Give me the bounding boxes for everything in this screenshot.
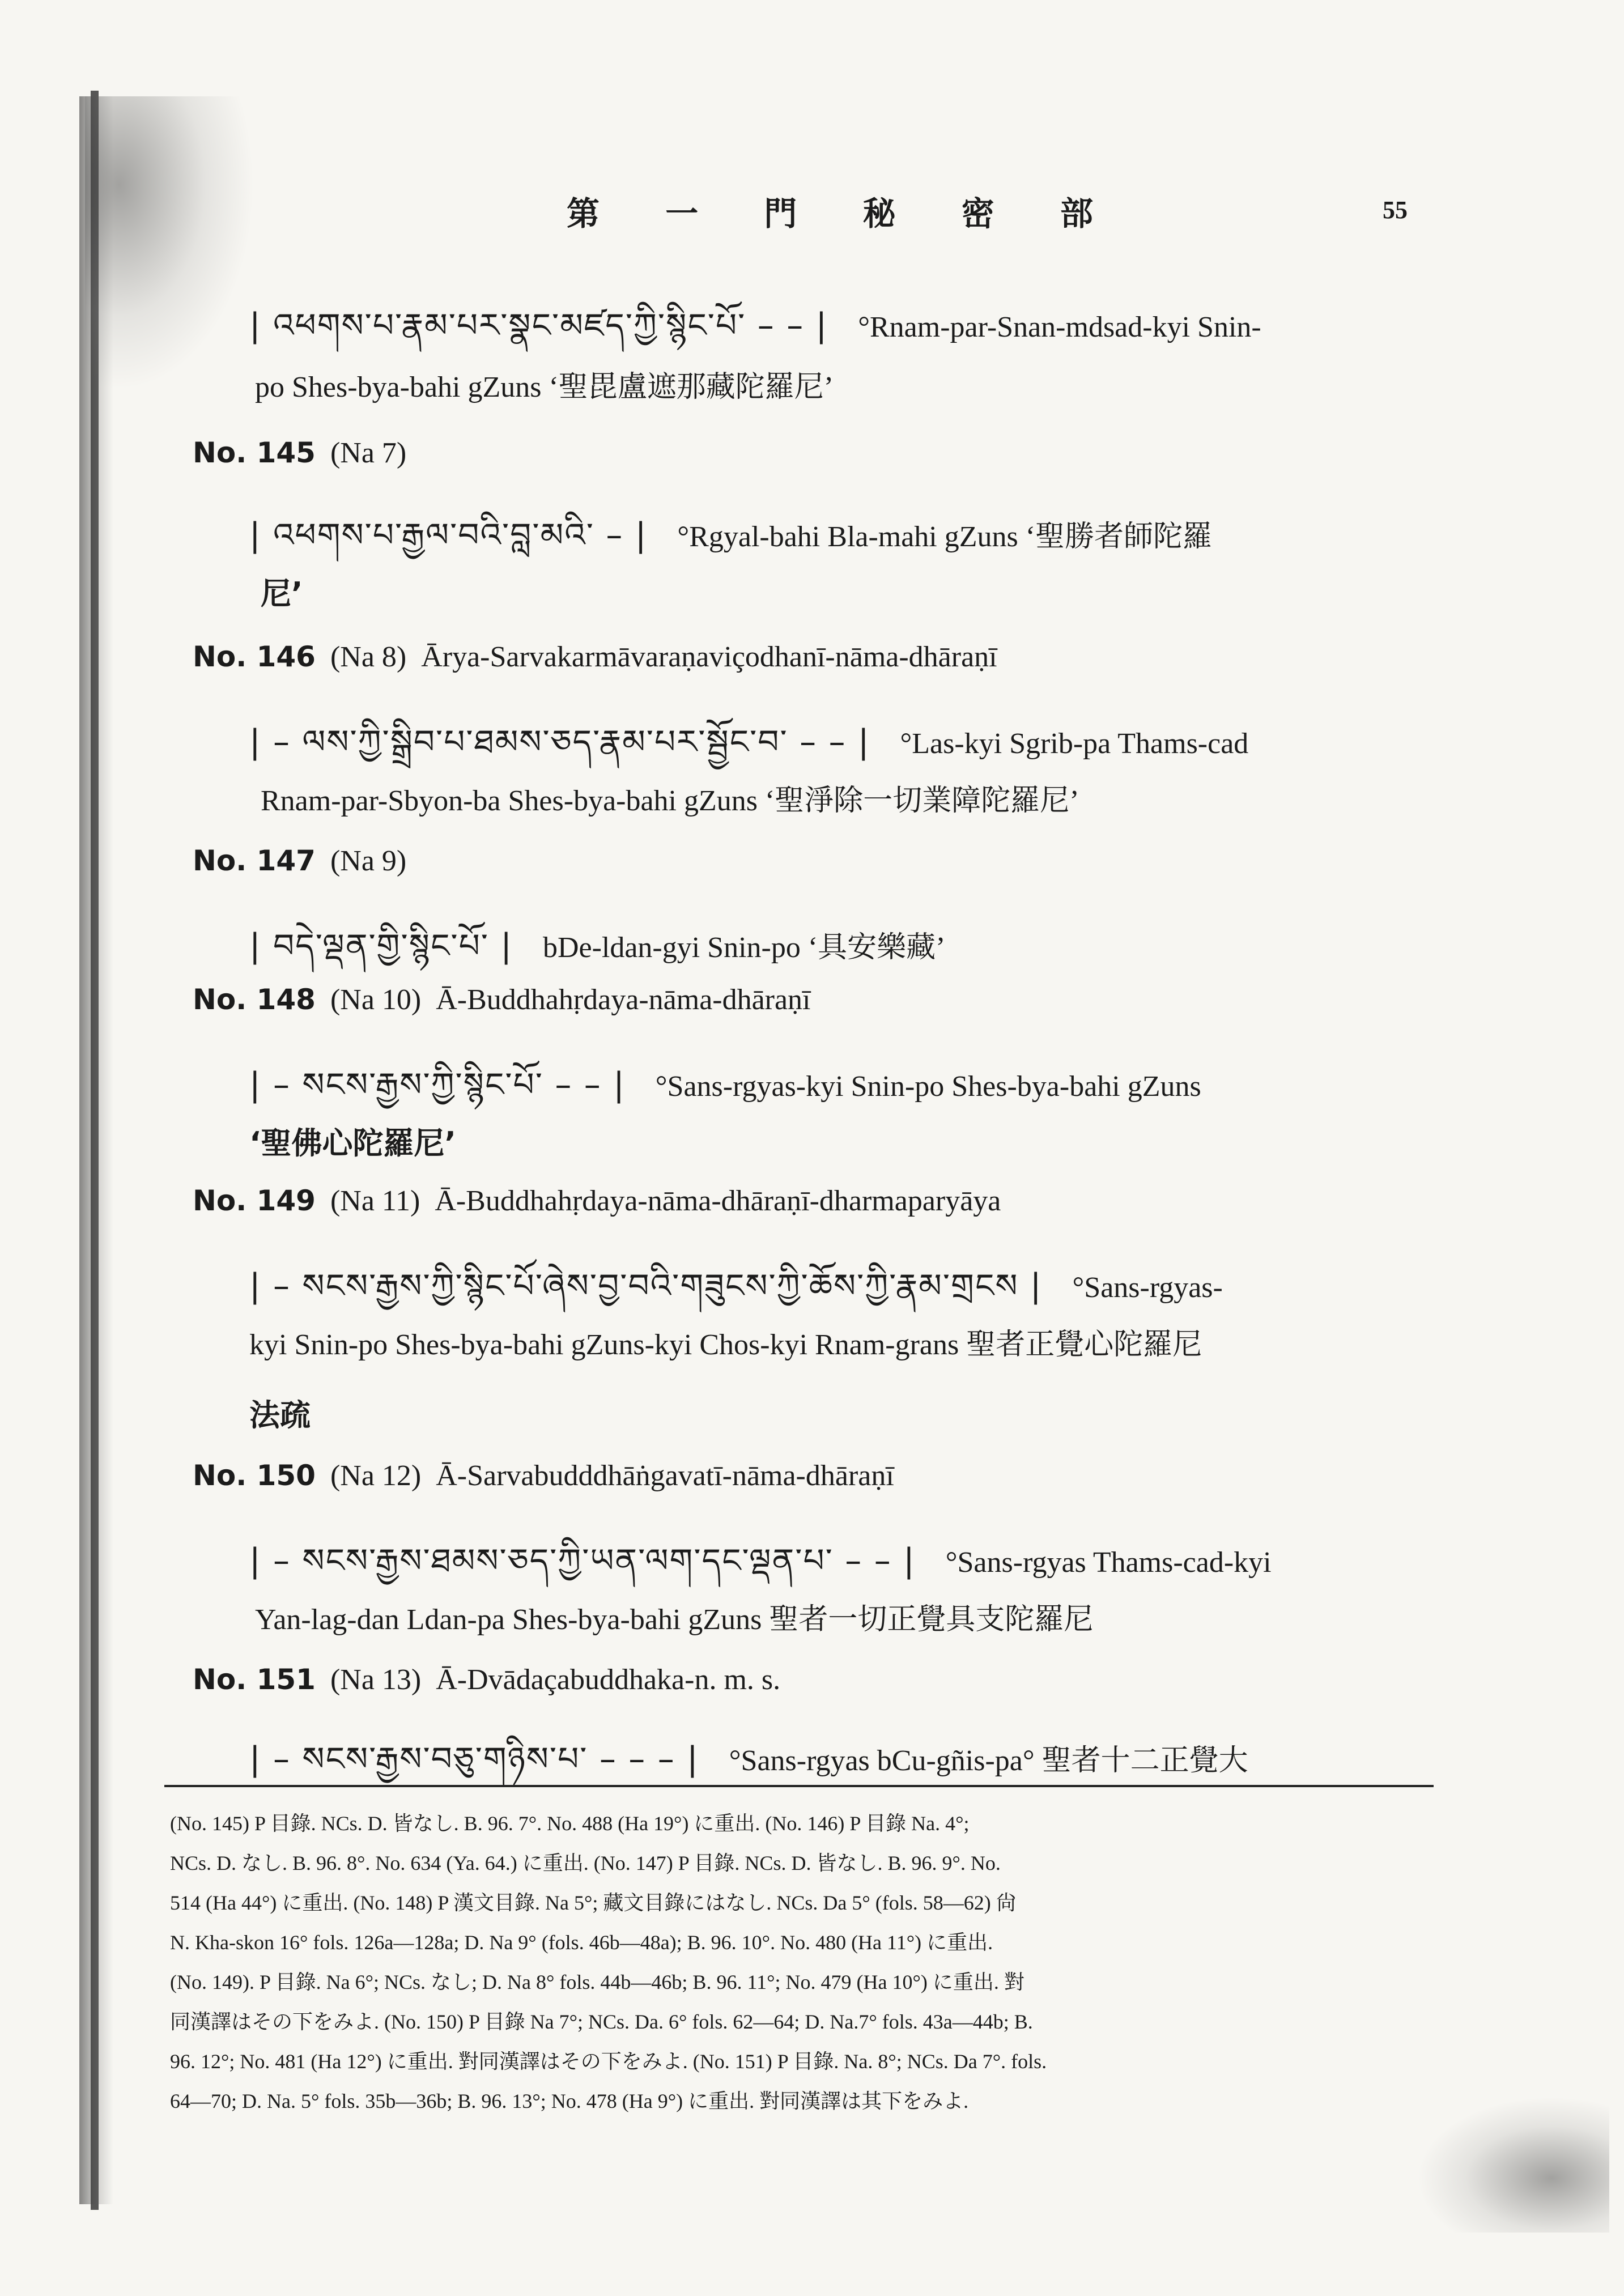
entry-number: No. 146 bbox=[193, 640, 316, 673]
footnote-line: NCs. D. なし. B. 96. 8°. No. 634 (Ya. 64.) に重出. (No. 147) P 目錄. NCs. D. 皆なし. B. 96. 9°. No. bbox=[170, 1852, 1001, 1874]
transliteration: °Rnam-par-Snan-mdsad-kyi Snin- bbox=[858, 311, 1261, 343]
entry-number: No. 148 bbox=[193, 983, 316, 1016]
tibetan-title: | – སངས་རྒྱས་ཀྱི་སྙིང་པོ་ – – | bbox=[249, 1065, 626, 1104]
sanskrit-title: Ārya-Sarvakarmāvaraṇaviçodhanī-nāma-dhāraṇī bbox=[421, 641, 997, 673]
entry-heading bbox=[193, 436, 421, 470]
sanskrit-title: Ā-Dvādaçabuddhaka-n. m. s. bbox=[436, 1664, 781, 1696]
transliteration: °Las-kyi Sgrib-pa Thams-cad bbox=[900, 728, 1249, 760]
footnote-line: 同漢譯はその下をみよ. (No. 150) P 目錄 Na 7°; NCs. Da. 6° fols. 62—64; D. Na.7° fols. 43a—44b; B. bbox=[170, 2010, 1033, 2033]
tibetan-title: | བདེ་ལྡན་གྱི་སྙིང་པོ་ | bbox=[249, 926, 513, 965]
footnote-line: 64—70; D. Na. 5° fols. 35b—36b; B. 96. 13°; No. 478 (Ha 9°) に重出. 對同漢譯は其下をみよ. bbox=[170, 2090, 969, 2112]
transliteration: po Shes-bya-bahi gZuns ‘聖毘盧遮那藏陀羅尼’ bbox=[255, 371, 834, 403]
entry-ref: (Na 8) bbox=[330, 641, 407, 673]
tibetan-title: | – སངས་རྒྱས་ཐམས་ཅད་ཀྱི་ཡན་ལག་དང་ལྡན་པ་ – – | bbox=[249, 1541, 916, 1580]
page-title: 第 一 門 秘 密 部 bbox=[567, 194, 1120, 233]
entry-ref: (Na 11) bbox=[330, 1185, 420, 1217]
entry-number: No. 149 bbox=[193, 1184, 316, 1217]
entry-number: No. 150 bbox=[193, 1459, 316, 1492]
entry-line bbox=[255, 363, 834, 405]
sanskrit-title: Ā-Sarvabudddhāṅgavatī-nāma-dhāraṇī bbox=[436, 1460, 894, 1492]
entry-number: No. 145 bbox=[193, 436, 316, 469]
chinese-title: 法疏 bbox=[249, 1397, 311, 1433]
footnote-line: N. Kha-skon 16° fols. 126a—128a; D. Na 9° (fols. 46b—48a); B. 96. 10°. No. 480 (Ha 11°) に重出. bbox=[170, 1931, 993, 1954]
entry-heading bbox=[193, 1459, 894, 1493]
entry-line bbox=[249, 1119, 456, 1163]
transliteration: °Sans-rgyas Thams-cad-kyi bbox=[945, 1546, 1272, 1579]
entry-line bbox=[261, 776, 1079, 819]
entry-ref: (Na 12) bbox=[330, 1460, 422, 1492]
tibetan-title: | – ལས་ཀྱི་སྒྲིབ་པ་ཐམས་ཅད་རྣམ་པར་སྦྱོང་བ་ – – | bbox=[249, 722, 870, 761]
footnote-divider bbox=[164, 1785, 1434, 1787]
binding-shadow bbox=[79, 96, 113, 2204]
footnote-line: 514 (Ha 44°) に重出. (No. 148) P 漢文目錄. Na 5°; 藏文目錄にはなし. NCs. Da 5° (fols. 58—62) 尙 bbox=[170, 1891, 1017, 1914]
entry-heading bbox=[193, 983, 811, 1017]
entry-ref: (Na 10) bbox=[330, 984, 422, 1016]
sanskrit-title: Ā-Buddhahṛdaya-nāma-dhāraṇī bbox=[436, 984, 811, 1016]
entry-number: No. 151 bbox=[193, 1663, 316, 1696]
transliteration: Rnam-par-Sbyon-ba Shes-bya-bahi gZuns ‘聖淨除一切業障陀羅尼’ bbox=[261, 785, 1079, 817]
tibetan-title: | འཕགས་པ་རྣམ་པར་སྣང་མཛད་ཀྱི་སྙིང་པོ་ – – | bbox=[249, 306, 828, 345]
page-number: 55 bbox=[1383, 196, 1408, 224]
transliteration: Yan-lag-dan Ldan-pa Shes-bya-bahi gZuns 聖者一切正覺具支陀羅尼 bbox=[255, 1604, 1094, 1636]
entry-line bbox=[261, 569, 303, 613]
transliteration: kyi Snin-po Shes-bya-bahi gZuns-kyi Chos-kyi Rnam-grans 聖者正覺心陀羅尼 bbox=[249, 1329, 1202, 1361]
entry-ref: (Na 13) bbox=[330, 1664, 422, 1696]
footnote-line: (No. 149). P 目錄. Na 6°; NCs. なし; D. Na 8° fols. 44b—46b; B. 96. 11°; No. 479 (Ha 10°) に重出. 對 bbox=[170, 1971, 1024, 1993]
entry-number: No. 147 bbox=[193, 844, 316, 877]
entry-line bbox=[249, 1320, 1202, 1363]
entry-ref: (Na 9) bbox=[330, 845, 407, 877]
entry-line bbox=[249, 499, 1212, 591]
transliteration: bDe-ldan-gyi Snin-po ‘具安樂藏’ bbox=[542, 932, 946, 964]
entry-heading bbox=[193, 640, 997, 674]
entry-ref: (Na 7) bbox=[330, 437, 407, 469]
tibetan-title: | འཕགས་པ་རྒྱལ་བའི་བླ་མའི་ – | bbox=[249, 516, 647, 554]
tibetan-title: | – སངས་རྒྱས་བཅུ་གཉིས་པ་ – – – | bbox=[249, 1740, 699, 1778]
tibetan-title: | – སངས་རྒྱས་ཀྱི་སྙིང་པོ་ཞེས་བྱ་བའི་གཟུངས་ཀྱི་ཆོས་ཀྱི་རྣམ་གྲངས | bbox=[249, 1266, 1042, 1305]
chinese-title: ‘聖佛心陀羅尼’ bbox=[249, 1125, 457, 1161]
sanskrit-title: Ā-Buddhahṛdaya-nāma-dhāraṇī-dharmaparyāya bbox=[435, 1185, 1001, 1217]
transliteration: °Sans-rgyas bCu-gñis-pa° 聖者十二正覺大 bbox=[729, 1745, 1248, 1777]
chinese-title: 尼’ bbox=[261, 576, 303, 611]
scan-smudge-bottom-right bbox=[1417, 2097, 1609, 2233]
transliteration: °Sans-rgyas- bbox=[1072, 1272, 1223, 1304]
entry-line bbox=[249, 1391, 311, 1435]
entry-line bbox=[249, 1723, 1248, 1815]
entry-line bbox=[255, 1595, 1093, 1638]
transliteration: °Sans-rgyas-kyi Snin-po Shes-bya-bahi gZuns bbox=[655, 1070, 1201, 1103]
footnote-line: 96. 12°; No. 481 (Ha 12°) に重出. 對同漢譯はその下をみよ. (No. 151) P 目錄. Na. 8°; NCs. Da 7°. fols. bbox=[170, 2050, 1047, 2073]
transliteration: °Rgyal-bahi Bla-mahi gZuns ‘聖勝者師陀羅 bbox=[677, 521, 1213, 553]
entry-heading bbox=[193, 844, 421, 878]
entry-heading bbox=[193, 1184, 1001, 1218]
entry-heading bbox=[193, 1663, 780, 1697]
scan-smudge-top-left bbox=[85, 96, 255, 391]
footnote-line: (No. 145) P 目錄. NCs. D. 皆なし. B. 96. 7°. No. 488 (Ha 19°) に重出. (No. 146) P 目錄 Na. 4°; bbox=[170, 1812, 970, 1835]
